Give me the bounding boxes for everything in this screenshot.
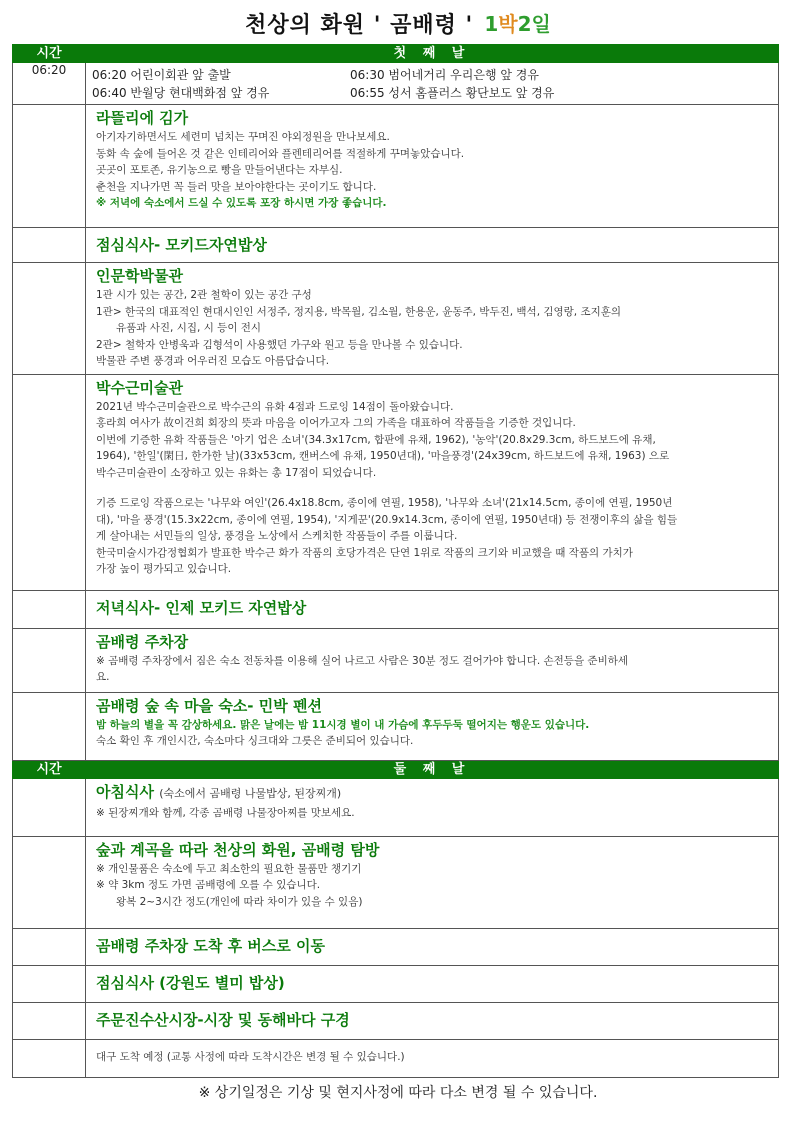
stop: 06:30 범어네거리 우리은행 앞 경유: [350, 68, 539, 82]
page-title: 천상의 화원 ' 곰배령 ': [245, 13, 474, 38]
item-text: 아기자기하면서도 세련미 넘치는 꾸며진 야외정원을 만나보세요.: [96, 131, 390, 143]
item-title: 아침식사 (숙소에서 곰배령 나물밥상, 된장찌개): [96, 782, 342, 801]
item-title: 저녁식사- 인제 모키드 자연밥상: [96, 598, 307, 617]
day2-label: 둘 째 날: [86, 760, 779, 778]
arrival-note: 대구 도착 예정 (교통 사정에 따라 도착시간은 변경 될 수 있습니다.): [96, 1050, 405, 1063]
item-title: 곰배령 숲 속 마을 숙소- 민박 펜션: [96, 696, 322, 715]
item-text: 가장 높이 평가되고 있습니다.: [96, 563, 232, 575]
item-text: 대), '마을 풍경'(15.3x22cm, 종이에 연필, 1954), '지게꾼'(20.9x14.3cm, 종이에 연필, 1950년대) 등 전쟁이후의 삶을 힘들: [96, 513, 678, 526]
list-item: [13, 590, 779, 628]
list-item: [13, 1002, 779, 1039]
item-text: 동화 속 숲에 들어온 것 같은 인테리어와 플렌테리어를 적절하게 꾸며놓았습니다.: [96, 147, 465, 160]
item-text: 곳곳이 포토존, 유기농으로 빵을 만들어낸다는 자부심.: [96, 164, 343, 176]
stop: 06:55 성서 홈플러스 황단보도 앞 경유: [350, 86, 555, 100]
item-title: 주문진수산시장-시장 및 동해바다 구경: [96, 1010, 350, 1029]
list-item: [13, 105, 779, 228]
item-text: 이번에 기증한 유화 작품들은 '아기 업은 소녀'(34.3x17cm, 합판에 유채, 1962), '농악'(20.8x29.3cm, 하드보드에 유채,: [96, 433, 656, 446]
item-title: 인문학박물관: [96, 267, 183, 285]
time-column-header: 시간: [13, 760, 86, 778]
disclaimer: ※ 상기일정은 기상 및 현지사정에 따라 다소 변경 될 수 있습니다.: [198, 1085, 598, 1101]
list-item: [13, 1039, 779, 1077]
time-column-header: 시간: [13, 45, 86, 63]
departure-time: 06:20: [13, 63, 86, 105]
item-note: 밤 하늘의 별을 꼭 감상하세요. 맑은 날에는 밤 11시경 별이 내 가슴에 후두두둑 떨어지는 행운도 있습니다.: [96, 718, 590, 731]
item-subtitle: (숙소에서 곰배령 나물밥상, 된장찌개): [159, 786, 342, 800]
list-item: [13, 965, 779, 1002]
item-text: 홍라희 여사가 故이건희 회장의 뜻과 마음을 이어가고자 그의 가족을 대표하여 작품들을 기증한 것입니다.: [96, 417, 576, 429]
list-item: [13, 628, 779, 692]
list-item: [13, 228, 779, 263]
item-title: 라뜰리에 김가: [96, 109, 189, 127]
item-text: 유품과 사진, 시집, 시 등이 전시: [116, 322, 262, 334]
item-text: 왕복 2~3시간 정도(개인에 따라 차이가 있을 수 있음): [116, 895, 363, 908]
item-title: 곰배령 주차장 도착 후 버스로 이동: [96, 936, 325, 955]
day2-header-row: [13, 760, 779, 778]
item-text: 숙소 확인 후 개인시간, 숙소마다 싱크대와 그릇은 준비되어 있습니다.: [96, 735, 414, 747]
item-text: 한국미술시가감정협회가 발표한 박수근 화가 작품의 호당가격은 단연 1위로 작품의 크기와 비교했을 때 작품의 가치가: [96, 546, 633, 559]
item-text: 요.: [96, 671, 110, 683]
stop: 06:20 어린이회관 앞 출발: [92, 68, 231, 82]
item-text: 기증 드로잉 작품으로는 '나무와 여인'(26.4x18.8cm, 종이에 연필, 1958), '나무와 소녀'(21x14.5cm, 종이에 연필, 1950년: [96, 497, 673, 509]
departure-row: [13, 63, 779, 105]
trip-length-badge: 1박2일: [484, 12, 551, 36]
item-title: 숲과 계곡을 따라 천상의 화원, 곰배령 탐방: [96, 840, 380, 859]
item-text: 춘천을 지나가면 꼭 들러 맛을 보아야한다는 곳이기도 합니다.: [96, 180, 377, 193]
item-text: 1964), '한일'(閑日, 한가한 날)(33x53cm, 캔버스에 유채, 1950년대), '마을풍경'(24x39cm, 하드보드에 유채, 1963) 으로: [96, 450, 670, 462]
departure-stops: [86, 63, 778, 104]
item-text: 1관> 한국의 대표적인 현대시인인 서정주, 정지용, 박목월, 김소월, 한용운, 윤동주, 박두진, 백석, 김영랑, 조지훈의: [96, 305, 622, 318]
list-item: [13, 263, 779, 375]
list-item: [13, 374, 779, 590]
item-title: 점심식사- 모키드자연밥상: [96, 236, 267, 254]
itinerary-table: [12, 44, 779, 1078]
item-text: ※ 약 3km 정도 가면 곰배령에 오를 수 있습니다.: [96, 879, 321, 891]
item-title: 박수근미술관: [96, 378, 183, 397]
item-title: 곰배령 주차장: [96, 632, 189, 651]
item-text: 2관> 철학자 안병욱과 김형석이 사용했던 가구와 원고 등을 만나볼 수 있습니다.: [96, 338, 463, 351]
list-item: [13, 928, 779, 965]
item-note: ※ 저녁에 숙소에서 드실 수 있도록 포장 하시면 가장 좋습니다.: [96, 197, 387, 209]
item-text: 1관 시가 있는 공간, 2관 철학이 있는 공간 구성: [96, 289, 312, 301]
item-text: 박물관 주변 풍경과 어우러진 모습도 아름답습니다.: [96, 355, 330, 367]
item-text: ※ 개인물품은 숙소에 두고 최소한의 필요한 물품만 챙기기: [96, 862, 362, 875]
item-text: 2021년 박수근미술관으로 박수근의 유화 4점과 드로잉 14점이 돌아왔습니다.: [96, 400, 454, 413]
list-item: [13, 692, 779, 760]
item-text: 게 살아내는 서민들의 일상, 풍경을 노상에서 스케치한 작품들이 주를 이룹니다.: [96, 530, 458, 542]
item-title: 점심식사 (강원도 별미 밥상): [96, 973, 285, 992]
stop: 06:40 반월당 현대백화점 앞 경유: [92, 86, 270, 100]
day1-header-row: [13, 45, 779, 63]
list-item: [13, 836, 779, 928]
header: [0, 8, 796, 44]
item-text: 박수근미술관이 소장하고 있는 유화는 총 17점이 되었습니다.: [96, 466, 377, 479]
item-text: ※ 된장찌개와 함께, 각종 곰배령 나물장아찌를 맛보세요.: [96, 806, 355, 819]
list-item: [13, 778, 779, 836]
item-text: ※ 곰배령 주차장에서 짐은 숙소 전동차를 이용해 실어 나르고 사람은 30분 정도 걸어가야 합니다. 손전등을 준비하세: [96, 654, 628, 667]
day1-label: 첫 째 날: [86, 45, 779, 63]
